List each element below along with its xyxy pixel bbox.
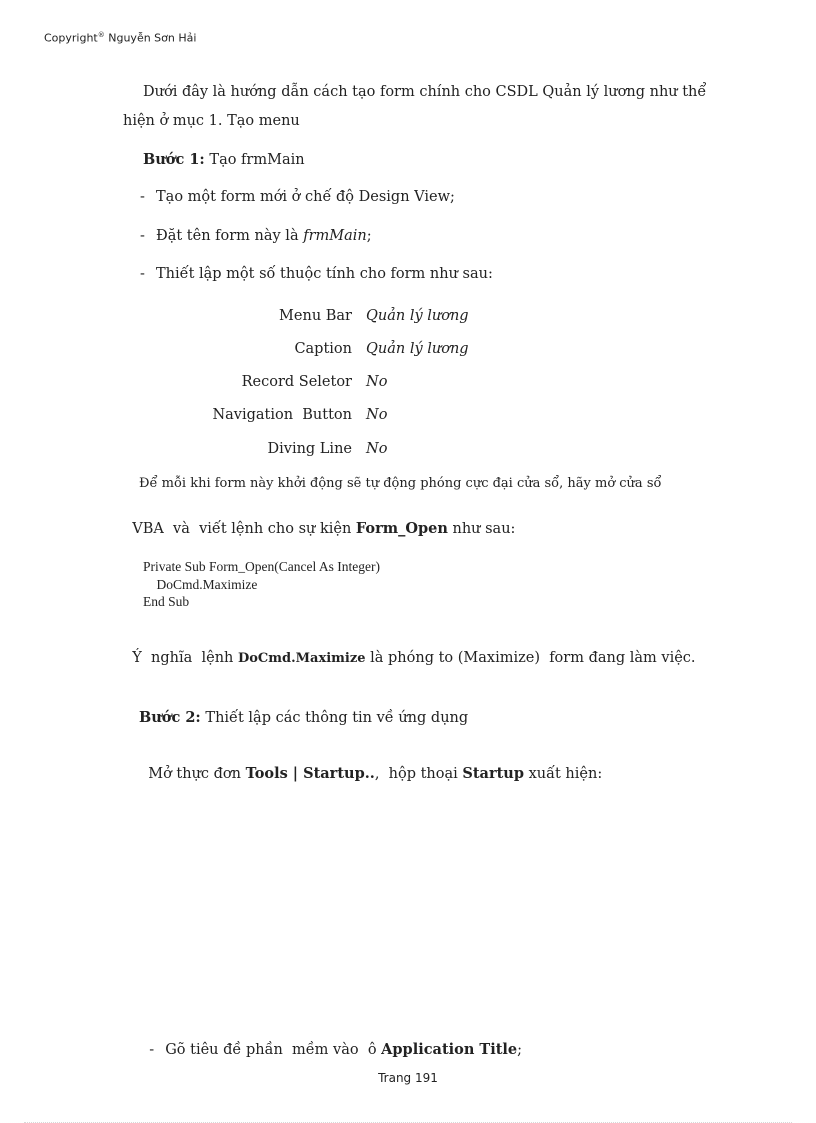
bullet-item — [140, 1025, 522, 1058]
meaning-line — [123, 634, 696, 666]
bullet-text-suffix: ; — [517, 1042, 523, 1058]
command-keyword: DoCmd.Maximize — [237, 651, 366, 666]
bullet-text-suffix: ; — [366, 228, 372, 244]
step1-label: Bước 1: — [143, 151, 205, 168]
bullet-text: Tạo một form mới ở chế độ Design View; — [156, 189, 455, 205]
property-name: Diving Line — [267, 441, 352, 457]
property-name: Menu Bar — [279, 308, 352, 324]
author-name: Nguyễn Sơn Hải — [108, 31, 197, 45]
bullet-dash: - — [140, 266, 145, 282]
property-value: Quản lý lương — [366, 341, 469, 357]
intro-line-1: Dưới đây là hướng dẫn cách tạo form chính cho CSDL Quản lý lương như thể — [143, 84, 707, 100]
bullet-dash: - — [140, 189, 145, 205]
intro-line-2: hiện ở mục 1. Tạo menu — [123, 113, 300, 129]
code-line: End Sub — [143, 594, 190, 609]
step1-text: Tạo frmMain — [204, 152, 305, 168]
bullet-text-prefix: Đặt tên form này là — [156, 228, 304, 244]
form-open-suffix: như sau: — [447, 521, 516, 537]
tools-menu-path: Tools | Startup.. — [245, 765, 375, 782]
copyright-text: Copyright — [44, 31, 98, 45]
field-name: Application Title — [381, 1041, 518, 1058]
step2-label: Bước 2: — [139, 709, 201, 726]
meaning-suffix: là phóng to (Maximize) form đang làm việc. — [365, 650, 696, 666]
form-open-line-1: Để mỗi khi form này khởi động sẽ tự động phóng cực đại cửa sổ, hãy mở cửa sổ — [139, 476, 662, 491]
step1-heading — [143, 151, 305, 168]
bullet-text: Thiết lập một số thuộc tính cho form như sau: — [156, 266, 493, 282]
bullet-dash: - — [149, 1042, 155, 1058]
page-number: Trang 191 — [378, 1071, 438, 1085]
step2-text: Thiết lập các thông tin về ứng dụng — [200, 710, 469, 726]
dialog-name: Startup — [462, 765, 524, 782]
bullet-item — [140, 228, 372, 244]
form-open-prefix: VBA và viết lệnh cho sự kiện — [132, 521, 356, 537]
property-name: Caption — [294, 341, 352, 357]
property-value: No — [366, 374, 388, 390]
property-value: No — [366, 441, 388, 457]
code-line: DoCmd.Maximize — [143, 576, 258, 592]
registered-mark: ® — [97, 31, 105, 39]
form-name: frmMain — [303, 228, 367, 244]
code-line: Private Sub Form_Open(Cancel As Integer) — [143, 559, 380, 574]
bullet-text-prefix: Gõ tiêu đề phần mềm vào ô — [165, 1042, 382, 1058]
bullet-dash: - — [140, 228, 145, 244]
tools-line — [139, 749, 602, 782]
property-name: Record Seletor — [241, 374, 352, 390]
property-value: Quản lý lương — [366, 308, 469, 324]
property-value: No — [366, 407, 388, 423]
tools-prefix: Mở thực đơn — [148, 766, 246, 782]
copyright-header — [44, 31, 196, 45]
tools-mid: , hộp thoại — [374, 766, 463, 782]
bullet-item — [140, 266, 493, 282]
step2-heading — [139, 709, 468, 726]
code-block — [143, 558, 380, 611]
form-open-line-2 — [123, 504, 515, 537]
event-name: Form_Open — [355, 520, 448, 537]
meaning-prefix: Ý nghĩa lệnh — [132, 650, 238, 666]
bullet-item — [140, 189, 455, 205]
property-name: Navigation Button — [212, 407, 352, 423]
tools-suffix: xuất hiện: — [523, 766, 603, 782]
